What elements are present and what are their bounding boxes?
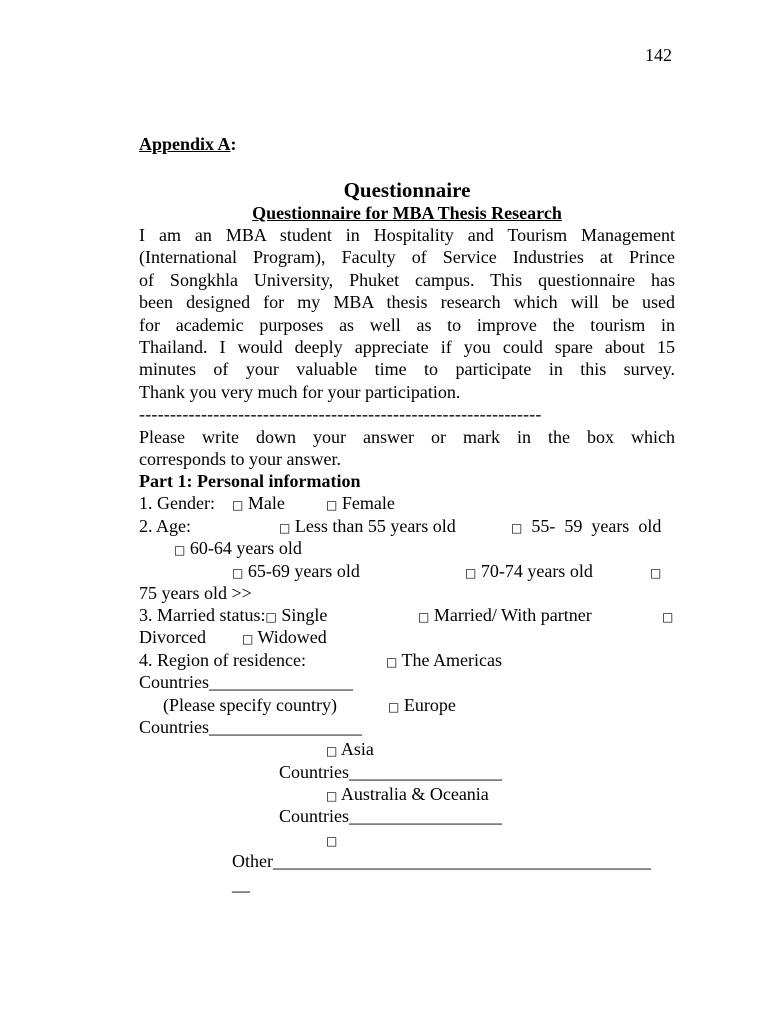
appendix-label: Appendix A <box>139 134 231 154</box>
q4-australia-label: Australia & Oceania <box>340 784 489 804</box>
checkbox-icon[interactable]: □ <box>242 632 254 646</box>
q3-label-text: 3. Married status: <box>139 605 266 625</box>
intro-line: (International Program), Faculty of Service Industries at Prince <box>139 247 675 268</box>
checkbox-icon[interactable]: □ <box>326 744 338 758</box>
q2-opt6-label: 75 years old >> <box>139 583 252 603</box>
q3-opt1-label: Single <box>281 605 328 625</box>
q4-option-other-box[interactable] <box>326 828 337 852</box>
part1-heading: Part 1: Personal information <box>139 471 361 491</box>
q3-option-divorced-box[interactable] <box>662 604 673 628</box>
intro-paragraph <box>139 224 675 403</box>
q1-male-label: Male <box>247 493 285 513</box>
q4-label: 4. Region of residence: <box>139 650 306 670</box>
q2-option-55-59[interactable] <box>511 515 661 539</box>
checkbox-icon[interactable]: □ <box>511 521 523 535</box>
q2-label: 2. Age: <box>139 516 191 536</box>
q4-option-europe[interactable] <box>388 694 456 718</box>
instruction-line: Please write down your answer or mark in the box which <box>139 427 675 447</box>
q1-option-female[interactable] <box>326 492 395 516</box>
checkbox-icon[interactable]: □ <box>662 610 674 624</box>
divider-line: ----------------------------------------------------------------- <box>139 404 542 424</box>
intro-line: of Songkhla University, Phuket campus. This questionnaire has <box>139 269 675 290</box>
document-subtitle: Questionnaire for MBA Thesis Research <box>252 203 562 223</box>
intro-line: been designed for my MBA thesis research which will be used <box>139 292 675 313</box>
q4-countries-australia[interactable]: Countries_________________ <box>279 806 502 826</box>
q2-opt1-label: Less than 55 years old <box>294 516 456 536</box>
intro-line: Thank you very much for your participation. <box>139 381 461 402</box>
checkbox-icon[interactable]: □ <box>232 498 244 512</box>
q1-option-male[interactable] <box>232 492 285 516</box>
checkbox-icon[interactable]: □ <box>232 566 244 580</box>
q4-europe-label: Europe <box>403 695 456 715</box>
q4-other-field-tail: __ <box>232 874 250 894</box>
q4-option-americas[interactable] <box>386 649 502 673</box>
checkbox-icon[interactable]: □ <box>465 566 477 580</box>
intro-line: Thailand. I would deeply appreciate if you could spare about 15 <box>139 337 675 358</box>
q4-countries-asia[interactable]: Countries_________________ <box>279 762 502 782</box>
q4-asia-label: Asia <box>340 739 374 759</box>
checkbox-icon[interactable]: □ <box>418 610 430 624</box>
checkbox-icon[interactable]: □ <box>174 543 186 557</box>
intro-line: for academic purposes as well as to improve the tourism in <box>139 314 675 335</box>
appendix-heading <box>139 133 237 155</box>
q2-opt3-label: 60-64 years old <box>189 538 302 558</box>
q2-option-75plus-box[interactable] <box>650 560 661 584</box>
instruction-paragraph <box>139 426 675 471</box>
appendix-colon: : <box>230 134 237 154</box>
q3-label <box>139 604 327 628</box>
q1-female-label: Female <box>341 493 395 513</box>
q4-option-australia[interactable] <box>326 783 489 807</box>
q4-specify-note: (Please specify country) <box>163 695 337 715</box>
q4-other-field[interactable]: Other__________________________________________ <box>232 851 651 871</box>
q3-opt2-label: Married/ With partner <box>433 605 592 625</box>
q3-opt3-label: Divorced <box>139 627 206 647</box>
checkbox-icon[interactable]: □ <box>326 834 338 848</box>
checkbox-icon[interactable]: □ <box>650 566 662 580</box>
checkbox-icon[interactable]: □ <box>279 521 291 535</box>
instruction-line: corresponds to your answer. <box>139 449 341 470</box>
q3-option-widowed[interactable] <box>242 626 327 650</box>
q4-americas-label: The Americas <box>401 650 502 670</box>
checkbox-icon[interactable]: □ <box>326 498 338 512</box>
q1-label: 1. Gender: <box>139 493 215 513</box>
q2-option-70-74[interactable] <box>465 560 593 584</box>
document-title: Questionnaire <box>343 178 471 202</box>
q3-opt4-label: Widowed <box>257 627 327 647</box>
q2-opt4-label: 65-69 years old <box>247 561 360 581</box>
checkbox-icon[interactable]: □ <box>388 700 400 714</box>
checkbox-icon[interactable]: □ <box>265 610 277 624</box>
checkbox-icon[interactable]: □ <box>326 789 338 803</box>
q2-option-65-69[interactable] <box>232 560 360 584</box>
q2-opt2-label: 55- 59 years old <box>531 516 662 536</box>
page-number: 142 <box>645 45 672 65</box>
q2-option-60-64[interactable] <box>174 537 302 561</box>
q4-countries-americas[interactable]: Countries________________ <box>139 672 353 692</box>
checkbox-icon[interactable]: □ <box>386 655 398 669</box>
q2-option-under55[interactable] <box>279 515 456 539</box>
q2-opt5-label: 70-74 years old <box>480 561 593 581</box>
q3-option-married[interactable] <box>418 604 592 628</box>
q4-option-asia[interactable] <box>326 738 374 762</box>
q4-countries-europe[interactable]: Countries_________________ <box>139 717 362 737</box>
intro-line: I am an MBA student in Hospitality and Tourism Management <box>139 225 675 245</box>
intro-line: minutes of your valuable time to participate in this survey. <box>139 359 675 380</box>
